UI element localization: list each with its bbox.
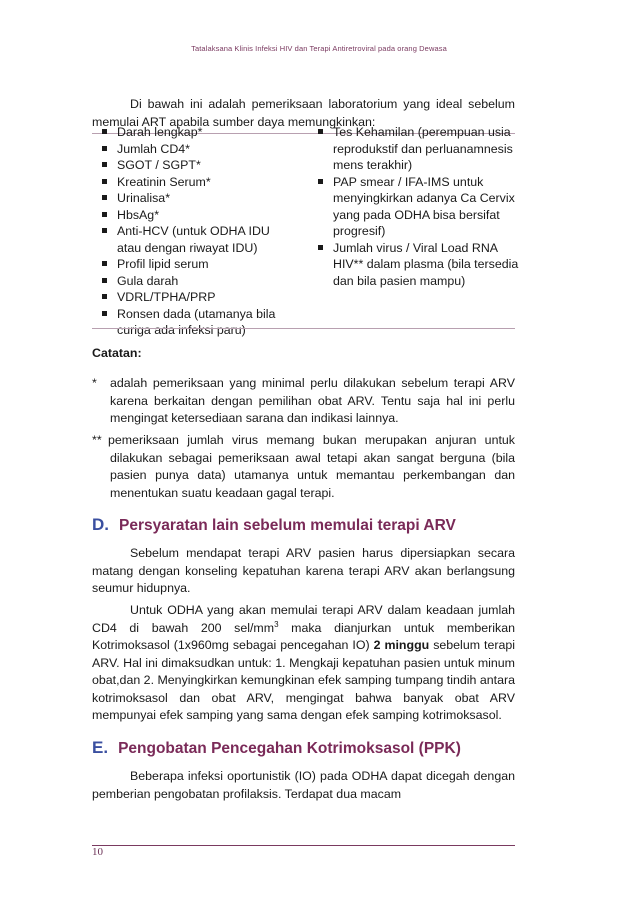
section-d-p2-part-c: sebelum terapi ARV. Hal ini dimaksudkan untuk: 1. Mengkaji kepatuhan pasien untuk minum obat,dan 2. Menyingkirkan kemungkinan efek samping tumpang tindih antara kotrimoksasol dan obat ARV, mengingat bahwa banyak obat ARV mempunyai efek samping yang sama dengan efek samping kotrimoksasol. — [92, 638, 515, 722]
section-d-paragraph-2 — [92, 602, 515, 725]
footer-rule — [92, 845, 515, 846]
list-item: Tes Kehamilan (perempuan usia reprodukstif dan perluanamnesis mens terakhir) — [316, 124, 521, 174]
section-d-p2-part-a: Untuk ODHA yang akan memulai terapi ARV dalam keadaan jumlah CD4 di bawah 200 sel/mm — [92, 603, 515, 635]
list-item: Urinalisa* — [100, 190, 290, 207]
note-2-text: pemeriksaan jumlah virus memang bukan merupakan anjuran untuk dilakukan sebagai pemeriksaan awal tetapi akan sangat berguna (bila pasien punya data) utamanya untuk memantau perkembangan dan menentukan suatu keadaan gagal terapi. — [108, 433, 515, 500]
list-item: Profil lipid serum — [100, 256, 290, 273]
note-1-text: adalah pemeriksaan yang minimal perlu dilakukan sebelum terapi ARV karena berkaitan dengan pemilihan obat ARV. Tentu saja hal ini perlu mengingat ketersediaan sarana dan indikasi lainnya. — [110, 376, 515, 425]
list-item: SGOT / SGPT* — [100, 157, 290, 174]
page-number: 10 — [92, 846, 103, 858]
list-item: PAP smear / IFA-IMS untuk menyingkirkan adanya Ca Cervix yang pada ODHA bisa bersifat progresif) — [316, 174, 521, 240]
note-2-mark: ** — [92, 433, 102, 447]
lab-list-right — [316, 124, 521, 289]
intro-paragraph: Di bawah ini adalah pemeriksaan laboratorium yang ideal sebelum memulai ART apabila sumber daya memungkinkan: — [92, 97, 515, 129]
list-item: Jumlah virus / Viral Load RNA HIV** dalam plasma (bila tersedia dan bila pasien mampu) — [316, 240, 521, 290]
section-d-heading — [92, 515, 532, 536]
list-item: Darah lengkap* — [100, 124, 290, 141]
list-item: Gula darah — [100, 273, 290, 290]
section-e-letter: E. — [92, 738, 109, 757]
note-1-mark: * — [92, 376, 97, 390]
section-d-p2-bold: 2 minggu — [373, 638, 430, 652]
list-item: VDRL/TPHA/PRP — [100, 289, 290, 306]
list-bottom-rule — [92, 328, 515, 329]
section-e-heading — [92, 738, 532, 759]
lab-list-left — [100, 124, 290, 339]
section-d-p2-part-b: maka dianjurkan untuk memberikan Kotrimoksasol (1x960mg sebagai pencegahan IO) — [92, 620, 515, 652]
section-d-letter: D. — [92, 515, 109, 534]
section-d-title: Persyaratan lain sebelum memulai terapi ARV — [119, 517, 456, 534]
section-d-paragraph-1: Sebelum mendapat terapi ARV pasien harus dipersiapkan secara matang dengan konseling kepatuhan karena terapi ARV akan berlangsung seumur hidupnya. — [92, 546, 515, 595]
list-item: Ronsen dada (utamanya bila curiga ada infeksi paru) — [100, 306, 290, 339]
section-e-paragraph-1: Beberapa infeksi oportunistik (IO) pada ODHA dapat dicegah dengan pemberian pengobatan profilaksis. Terdapat dua macam — [92, 769, 515, 801]
list-item: HbsAg* — [100, 207, 290, 224]
notes-heading: Catatan: — [92, 346, 142, 360]
list-item: Jumlah CD4* — [100, 141, 290, 158]
section-e-title: Pengobatan Pencegahan Kotrimoksasol (PPK) — [118, 740, 461, 757]
list-item: Kreatinin Serum* — [100, 174, 290, 191]
list-item: Anti-HCV (untuk ODHA IDU atau dengan riwayat IDU) — [100, 223, 290, 256]
section-d-p2-superscript: 3 — [274, 619, 279, 629]
running-head: Tatalaksana Klinis Infeksi HIV dan Terapi Antiretroviral pada orang Dewasa — [191, 44, 447, 53]
